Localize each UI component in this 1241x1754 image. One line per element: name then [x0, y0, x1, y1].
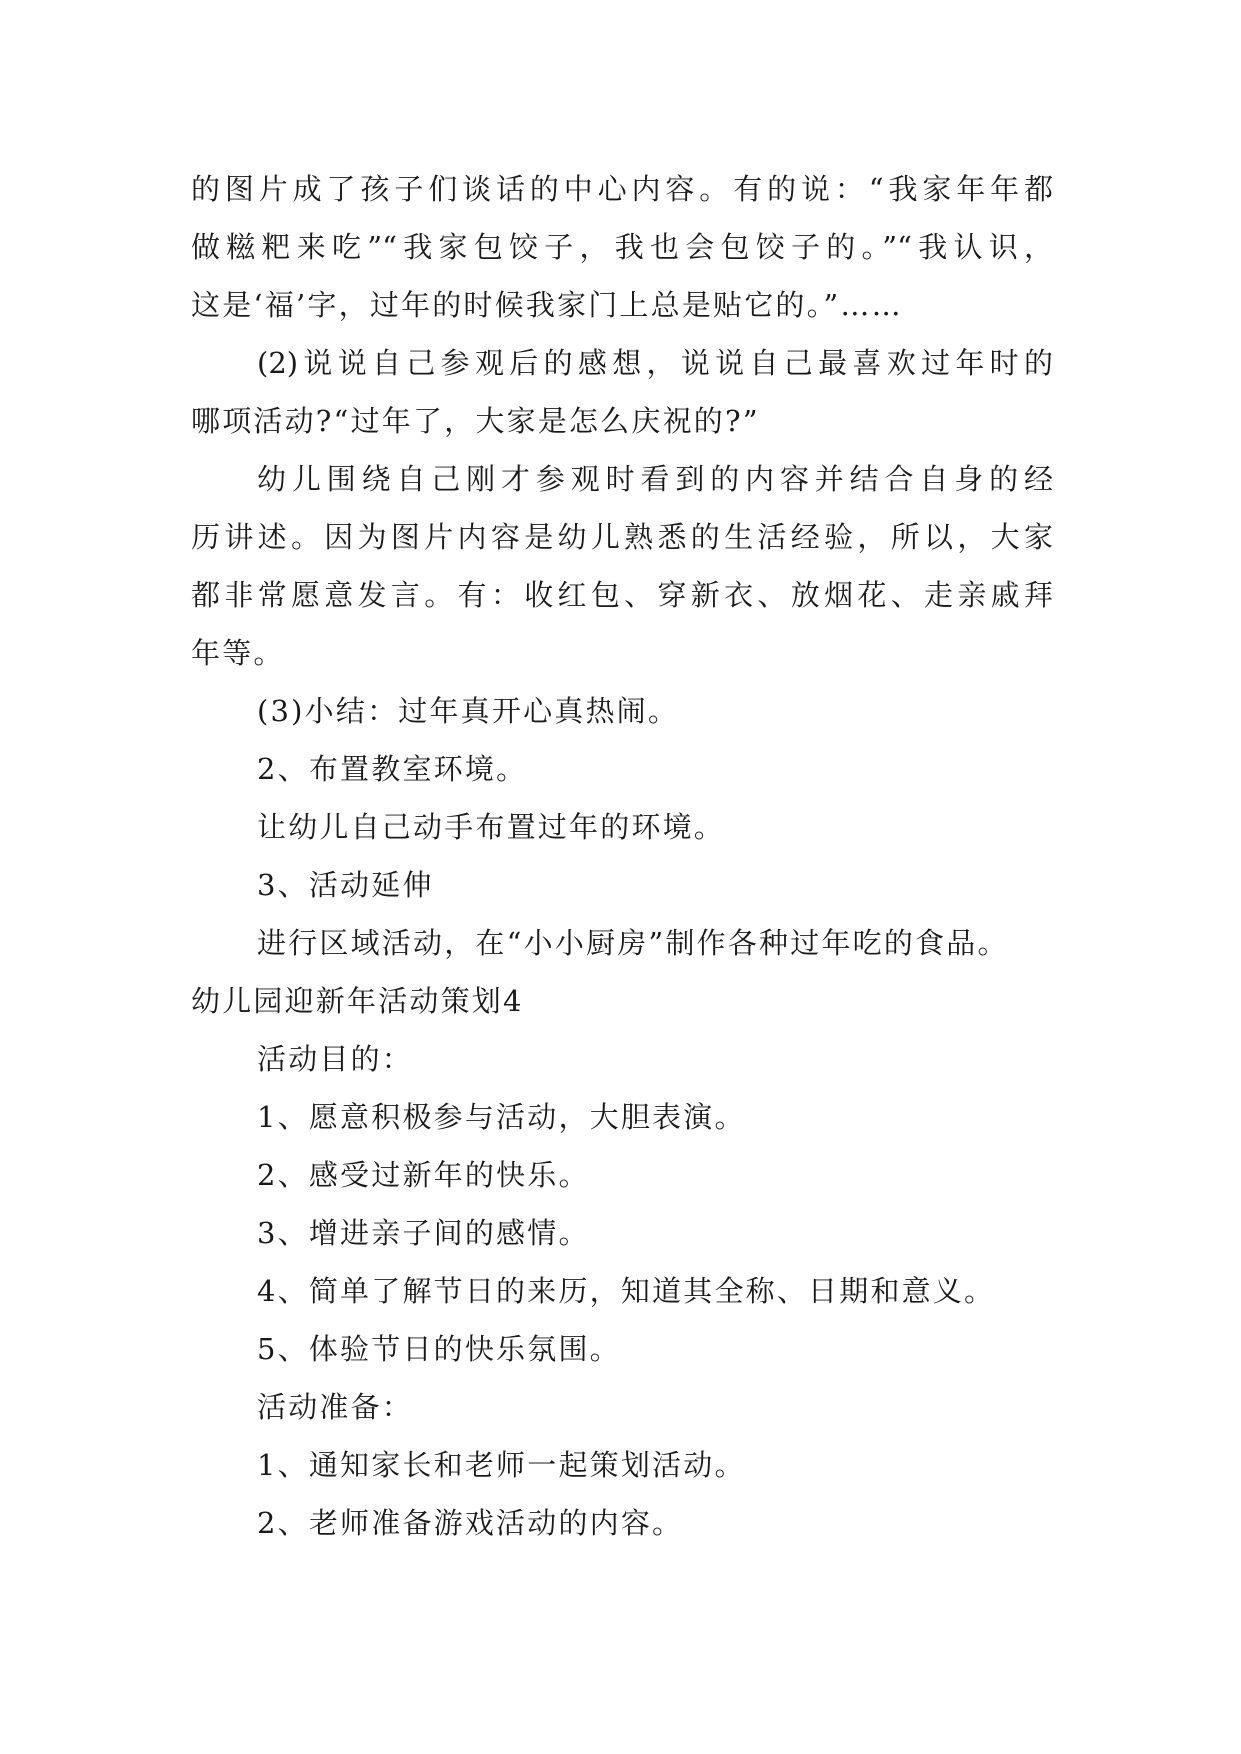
list-item: 2、布置教室环境。 — [257, 752, 528, 786]
text-line: 年等。 — [191, 636, 285, 670]
list-item: 3、增进亲子间的感情。 — [257, 1216, 590, 1250]
text-line: 哪项活动?“过年了，大家是怎么庆祝的?” — [191, 404, 760, 438]
list-item: 1、愿意积极参与活动，大胆表演。 — [257, 1100, 746, 1134]
subsection-heading: 活动目的： — [257, 1042, 414, 1076]
list-item: 4、简单了解节日的来历，知道其全称、日期和意义。 — [257, 1274, 996, 1308]
text-line: 的图片成了孩子们谈话的中心内容。有的说：“我家年年都 — [191, 172, 1053, 206]
text-line: 历讲述。因为图片内容是幼儿熟悉的生活经验，所以，大家 — [191, 520, 1053, 554]
paragraph-start-line: 进行区域活动，在“小小厨房”制作各种过年吃的食品。 — [257, 926, 1009, 960]
list-item: 1、通知家长和老师一起策划活动。 — [257, 1448, 746, 1482]
paragraph-start-line: (2)说说自己参观后的感想，说说自己最喜欢过年时的 — [257, 346, 1053, 380]
text-line: 做糍粑来吃”“我家包饺子，我也会包饺子的。”“我认识， — [191, 230, 1053, 264]
text-line: 这是‘福’字，过年的时候我家门上总是贴它的。”…… — [191, 288, 903, 322]
paragraph-start-line: 让幼儿自己动手布置过年的环境。 — [257, 810, 726, 844]
list-item: 2、老师准备游戏活动的内容。 — [257, 1506, 684, 1540]
section-heading: 幼儿园迎新年活动策划4 — [191, 984, 524, 1018]
list-item: 5、体验节日的快乐氛围。 — [257, 1332, 621, 1366]
list-item: 3、活动延伸 — [257, 868, 434, 902]
subsection-heading: 活动准备： — [257, 1390, 414, 1424]
list-item: 2、感受过新年的快乐。 — [257, 1158, 590, 1192]
text-line: 都非常愿意发言。有：收红包、穿新衣、放烟花、走亲戚拜 — [191, 578, 1053, 612]
document-body — [191, 160, 1053, 1552]
paragraph-start-line: 幼儿围绕自己刚才参观时看到的内容并结合自身的经 — [257, 462, 1053, 496]
paragraph-start-line: (3)小结：过年真开心真热闹。 — [257, 694, 680, 728]
